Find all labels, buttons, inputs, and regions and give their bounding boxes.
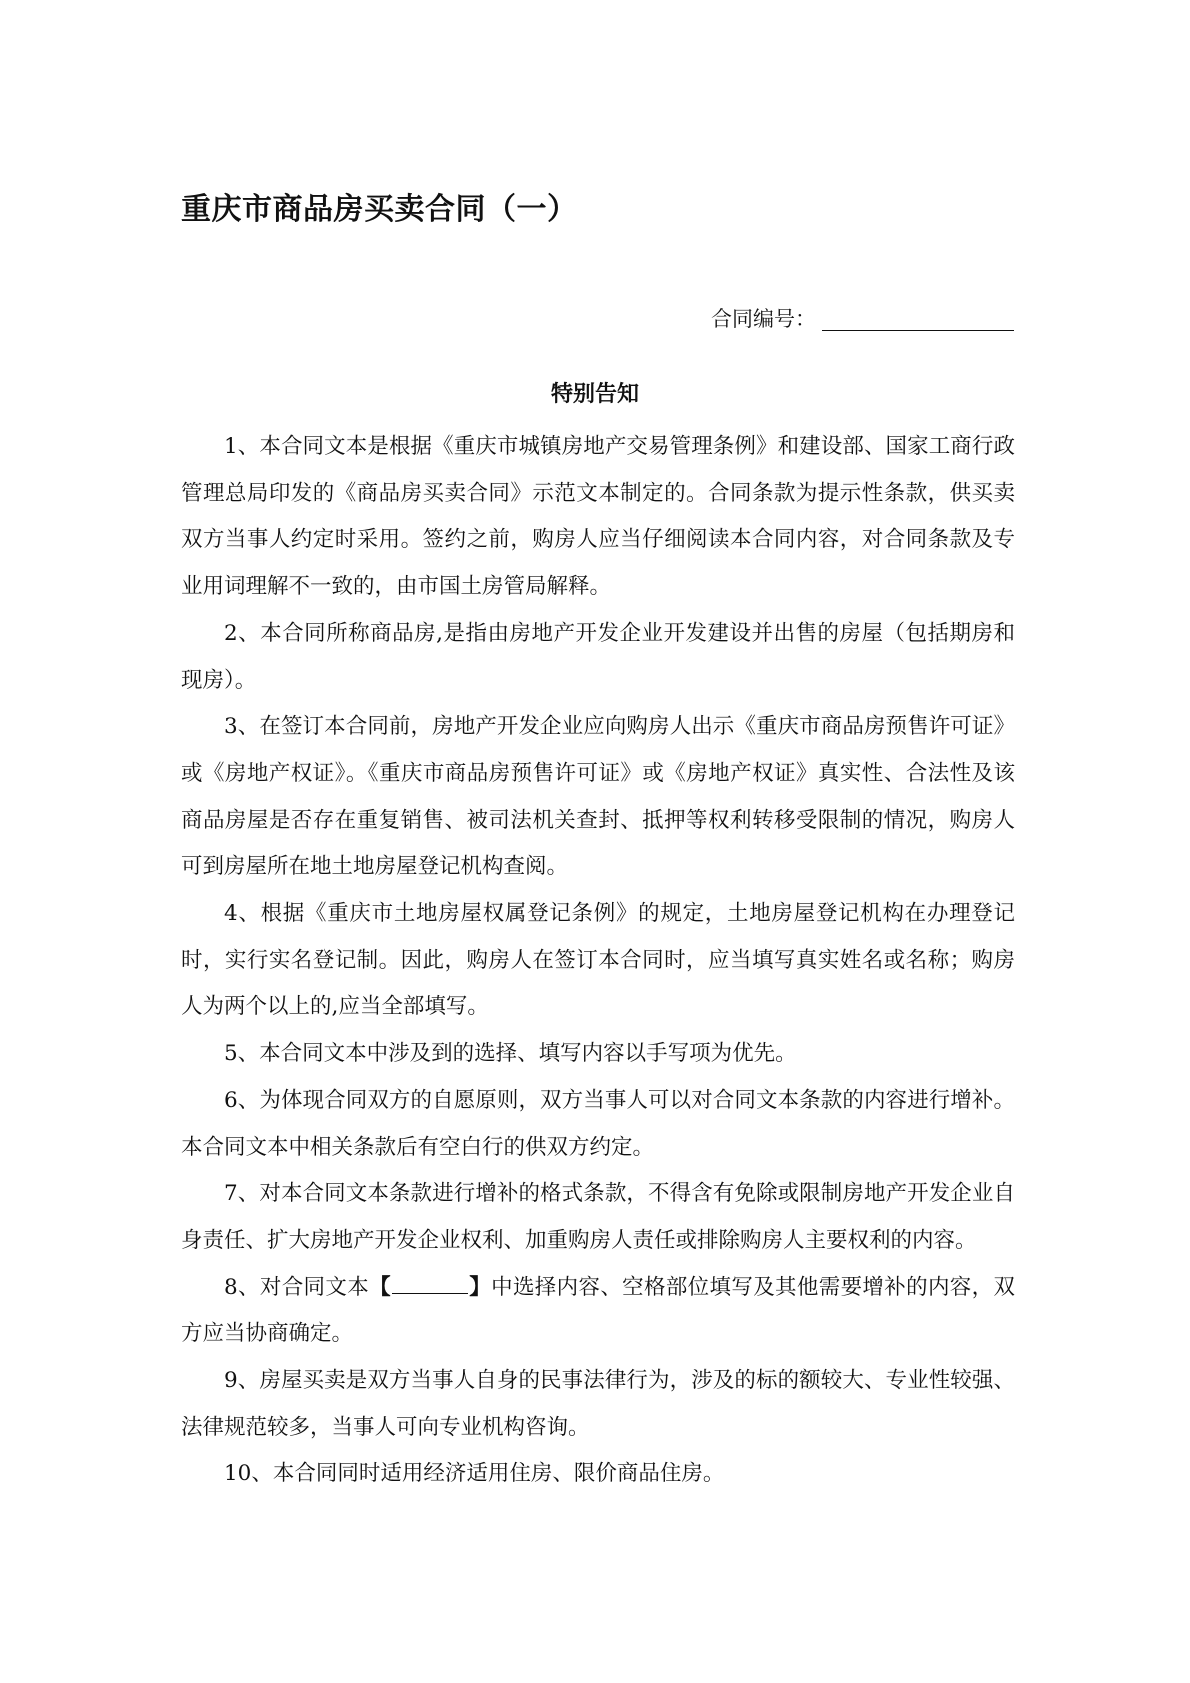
clause-8-bracket-open: 【: [369, 1274, 391, 1300]
notice-clause-2: 2、本合同所称商品房,是指由房地产开发企业开发建设并出售的房屋（包括期房和现房）。: [181, 620, 1015, 693]
clause-8-text-before: 8、对合同文本: [224, 1274, 370, 1300]
contract-number-line: [711, 304, 1014, 334]
notice-clause-5: 5、本合同文本中涉及到的选择、填写内容以手写项为优先。: [224, 1041, 797, 1067]
clause-8-text-after: 中选择内容、空格部位填写及其他需要增补的内容，双方应当协商确定。: [181, 1274, 1015, 1347]
clause-8-bracket-close: 】: [468, 1274, 492, 1300]
contract-number-label: 合同编号：: [711, 307, 816, 331]
notice-clause-6: 6、为体现合同双方的自愿原则，双方当事人可以对合同文本条款的内容进行增补。本合同文本中相关条款后有空白行的供双方约定。: [181, 1087, 1015, 1160]
notice-clause-10: 10、本合同同时适用经济适用住房、限价商品住房。: [224, 1461, 725, 1487]
notice-clause-4: 4、根据《重庆市土地房屋权属登记条例》的规定，土地房屋登记机构在办理登记时，实行实名登记制。因此，购房人在签订本合同时，应当填写真实姓名或名称；购房人为两个以上的,应当全部填写。: [181, 901, 1015, 1020]
notice-clause-1: 1、本合同文本是根据《重庆市城镇房地产交易管理条例》和建设部、国家工商行政管理总局印发的《商品房买卖合同》示范文本制定的。合同条款为提示性条款，供买卖双方当事人约定时采用。签约之前，购房人应当仔细阅读本合同内容，对合同条款及专业用词理解不一致的，由市国土房管局解释。: [181, 434, 1015, 600]
notice-clause-9: 9、房屋买卖是双方当事人自身的民事法律行为，涉及的标的额较大、专业性较强、法律规范较多，当事人可向专业机构咨询。: [181, 1368, 1015, 1440]
clause-8-blank: [392, 1275, 468, 1294]
special-notice-heading: 特别告知: [550, 382, 639, 407]
contract-number-blank[interactable]: [822, 308, 1014, 331]
notice-clause-list: [181, 424, 1015, 1498]
notice-clause-7: 7、对本合同文本条款进行增补的格式条款，不得含有免除或限制房地产开发企业自身责任、扩大房地产开发企业权利、加重购房人责任或排除购房人主要权利的内容。: [181, 1181, 1015, 1253]
notice-clause-8: [181, 1265, 1015, 1358]
notice-clause-3: 3、在签订本合同前，房地产开发企业应向购房人出示《重庆市商品房预售许可证》或《房地产权证》。《重庆市商品房预售许可证》或《房地产权证》真实性、合法性及该商品房屋是否存在重复销售、被司法机关查封、抵押等权利转移受限制的情况，购房人可到房屋所在地土地房屋登记机构查阅。: [181, 714, 1015, 880]
document-title: 重庆市商品房买卖合同（一）: [181, 192, 578, 227]
